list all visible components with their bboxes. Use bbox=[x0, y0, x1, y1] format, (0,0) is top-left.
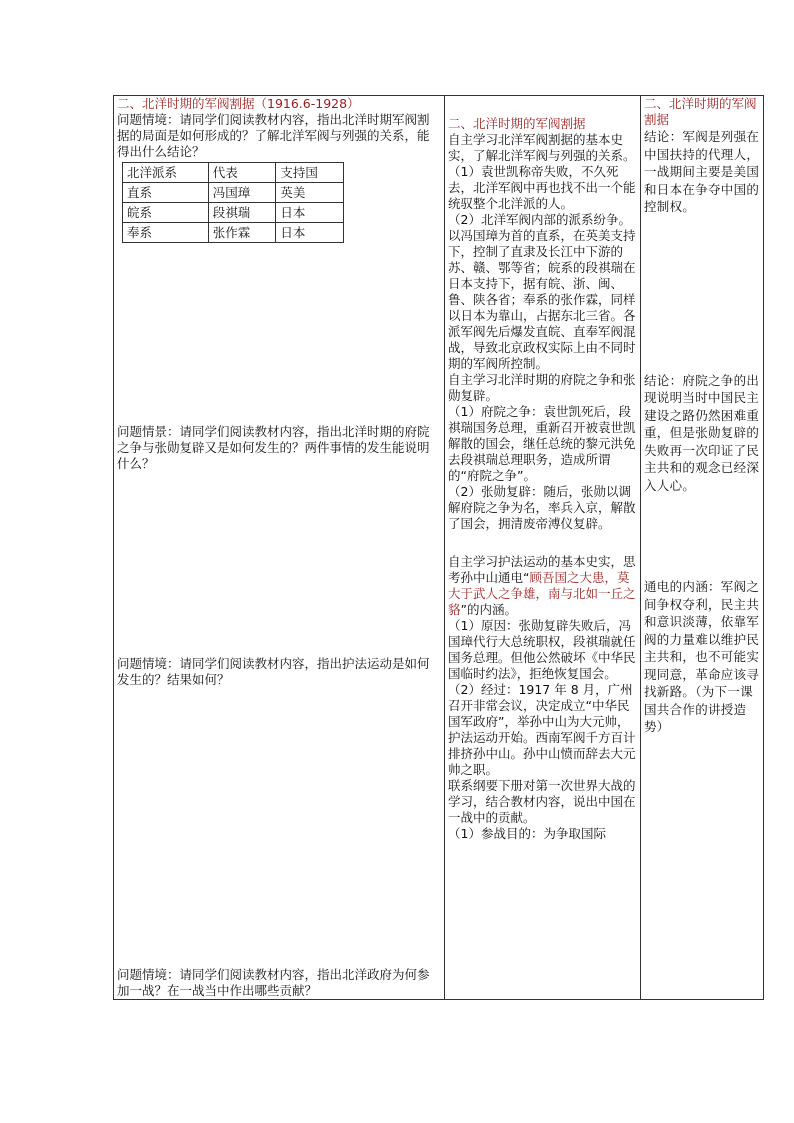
study-paragraph: （1）袁世凯称帝失败，不久死去，北洋军阀中再也找不出一个能统驭整个北洋派的人。 bbox=[448, 164, 636, 211]
faction-cell: 日本 bbox=[276, 223, 344, 243]
faction-cell: 日本 bbox=[276, 203, 344, 223]
faction-cell: 直系 bbox=[123, 183, 209, 203]
question-2: 问题情景：请同学们阅读教材内容，指出北洋时期的府院之争与张勋复辟又是如何发生的？两件事情的发生能说明什么？ bbox=[117, 424, 430, 471]
study-text: ”的内涵。 bbox=[460, 602, 517, 617]
faction-row bbox=[123, 223, 344, 243]
faction-header: 支持国 bbox=[276, 163, 344, 183]
faction-cell: 张作霖 bbox=[208, 223, 276, 243]
study-column bbox=[445, 96, 641, 1000]
table-row bbox=[114, 96, 764, 1000]
study-paragraph: （1）原因：张勋复辟失败后，冯国璋代行大总统职权，段祺瑞就任国务总理。但他公然破坏《中华民国临时约法》，拒绝恢复国会。 bbox=[448, 618, 636, 681]
faction-cell: 皖系 bbox=[123, 203, 209, 223]
question-4: 问题情境：请同学们阅读教材内容，指出北洋政府为何参加一战？在一战当中作出哪些贡献？ bbox=[117, 967, 430, 998]
study-paragraph: 自主学习北洋时期的府院之争和张勋复辟。 bbox=[448, 372, 636, 403]
study-text: 自主学习护法运动的基本史实，思考孙中山通电“ bbox=[448, 554, 636, 585]
conclusion-2: 结论：府院之争的出现说明当时中国民主建设之路仍然困难重重，但是张勋复辟的失败再一次印证了民主共和的观念已经深入人心。 bbox=[644, 372, 760, 493]
faction-cell: 段祺瑞 bbox=[208, 203, 276, 223]
lesson-plan-table bbox=[113, 95, 764, 1000]
study-paragraph: （1）参战目的：为争取国际 bbox=[448, 826, 606, 841]
problem-column bbox=[114, 96, 445, 1000]
faction-header-row bbox=[123, 163, 344, 183]
question-1: 问题情境：请同学们阅读教材内容，指出北洋时期军阀割据的局面是如何形成的？了解北洋军阀与列强的关系，能得出什么结论？ bbox=[117, 112, 430, 159]
study-paragraph: （2）经过：1917 年 8 月，广州召开非常会议，决定成立“中华民国军政府”，举孙中山为大元帅，护法运动开始。西南军阀千方百计排挤孙中山。孙中山愤而辞去大元帅之职。 bbox=[448, 682, 636, 777]
faction-cell: 奉系 bbox=[123, 223, 209, 243]
question-3: 问题情境：请同学们阅读教材内容，指出护法运动是如何发生的？结果如何？ bbox=[117, 656, 430, 687]
study-paragraph: （2）北洋军阀内部的派系纷争。以冯国璋为首的直系，在英美支持下，控制了直隶及长江中下游的苏、赣、鄂等省；皖系的段祺瑞在日本支持下，据有皖、浙、闽、鲁、陕各省；奉系的张作霖，同样以日本为靠山，占据东北三省。各派军阀先后爆发直皖、直奉军阀混战，导致北京政权实际上由不同时期的军阀所控制。 bbox=[448, 212, 636, 371]
faction-row bbox=[123, 183, 344, 203]
faction-cell: 冯国璋 bbox=[208, 183, 276, 203]
conclusion-1: 结论：军阀是列强在中国扶持的代理人，一战期间主要是美国和日本在争夺中国的控制权。 bbox=[644, 129, 760, 214]
telegram-quote: 顾吾国之大患，莫大于武人之争雄，南与北如一丘之貉 bbox=[448, 570, 636, 617]
section-title: 二、北洋时期的军阀割据（1916.6-1928） bbox=[117, 96, 360, 111]
study-paragraph bbox=[448, 554, 637, 618]
study-paragraph: 联系纲要下册对第一次世界大战的学习，结合教材内容，说出中国在一战中的贡献。 bbox=[448, 778, 636, 825]
study-paragraph: （1）府院之争：袁世凯死后，段祺瑞国务总理，重新召开被袁世凯解散的国会，继任总统的黎元洪免去段祺瑞总理职务，造成所谓的“府院之争”。 bbox=[448, 404, 636, 483]
faction-header: 代表 bbox=[208, 163, 276, 183]
study-paragraph: 自主学习北洋军阀割据的基本史实，了解北洋军阀与列强的关系。 bbox=[448, 132, 636, 163]
conclusion-title: 二、北洋时期的军阀割据 bbox=[644, 96, 757, 127]
study-title: 二、北洋时期的军阀割据 bbox=[448, 116, 586, 131]
faction-table bbox=[122, 162, 344, 243]
conclusion-column bbox=[641, 96, 764, 1000]
faction-row bbox=[123, 203, 344, 223]
faction-cell: 英美 bbox=[276, 183, 344, 203]
conclusion-3: 通电的内涵：军阀之间争权夺利，民主共和意识淡薄，依靠军阀的力量难以维护民主共和，也不可能实现同意，革命应该寻找新路。（为下一课国共合作的讲授造势） bbox=[644, 579, 760, 734]
faction-header: 北洋派系 bbox=[123, 163, 209, 183]
study-paragraph: （2）张勋复辟：随后，张勋以调解府院之争为名，率兵入京，解散了国会，拥清废帝溥仪复辟。 bbox=[448, 484, 636, 531]
